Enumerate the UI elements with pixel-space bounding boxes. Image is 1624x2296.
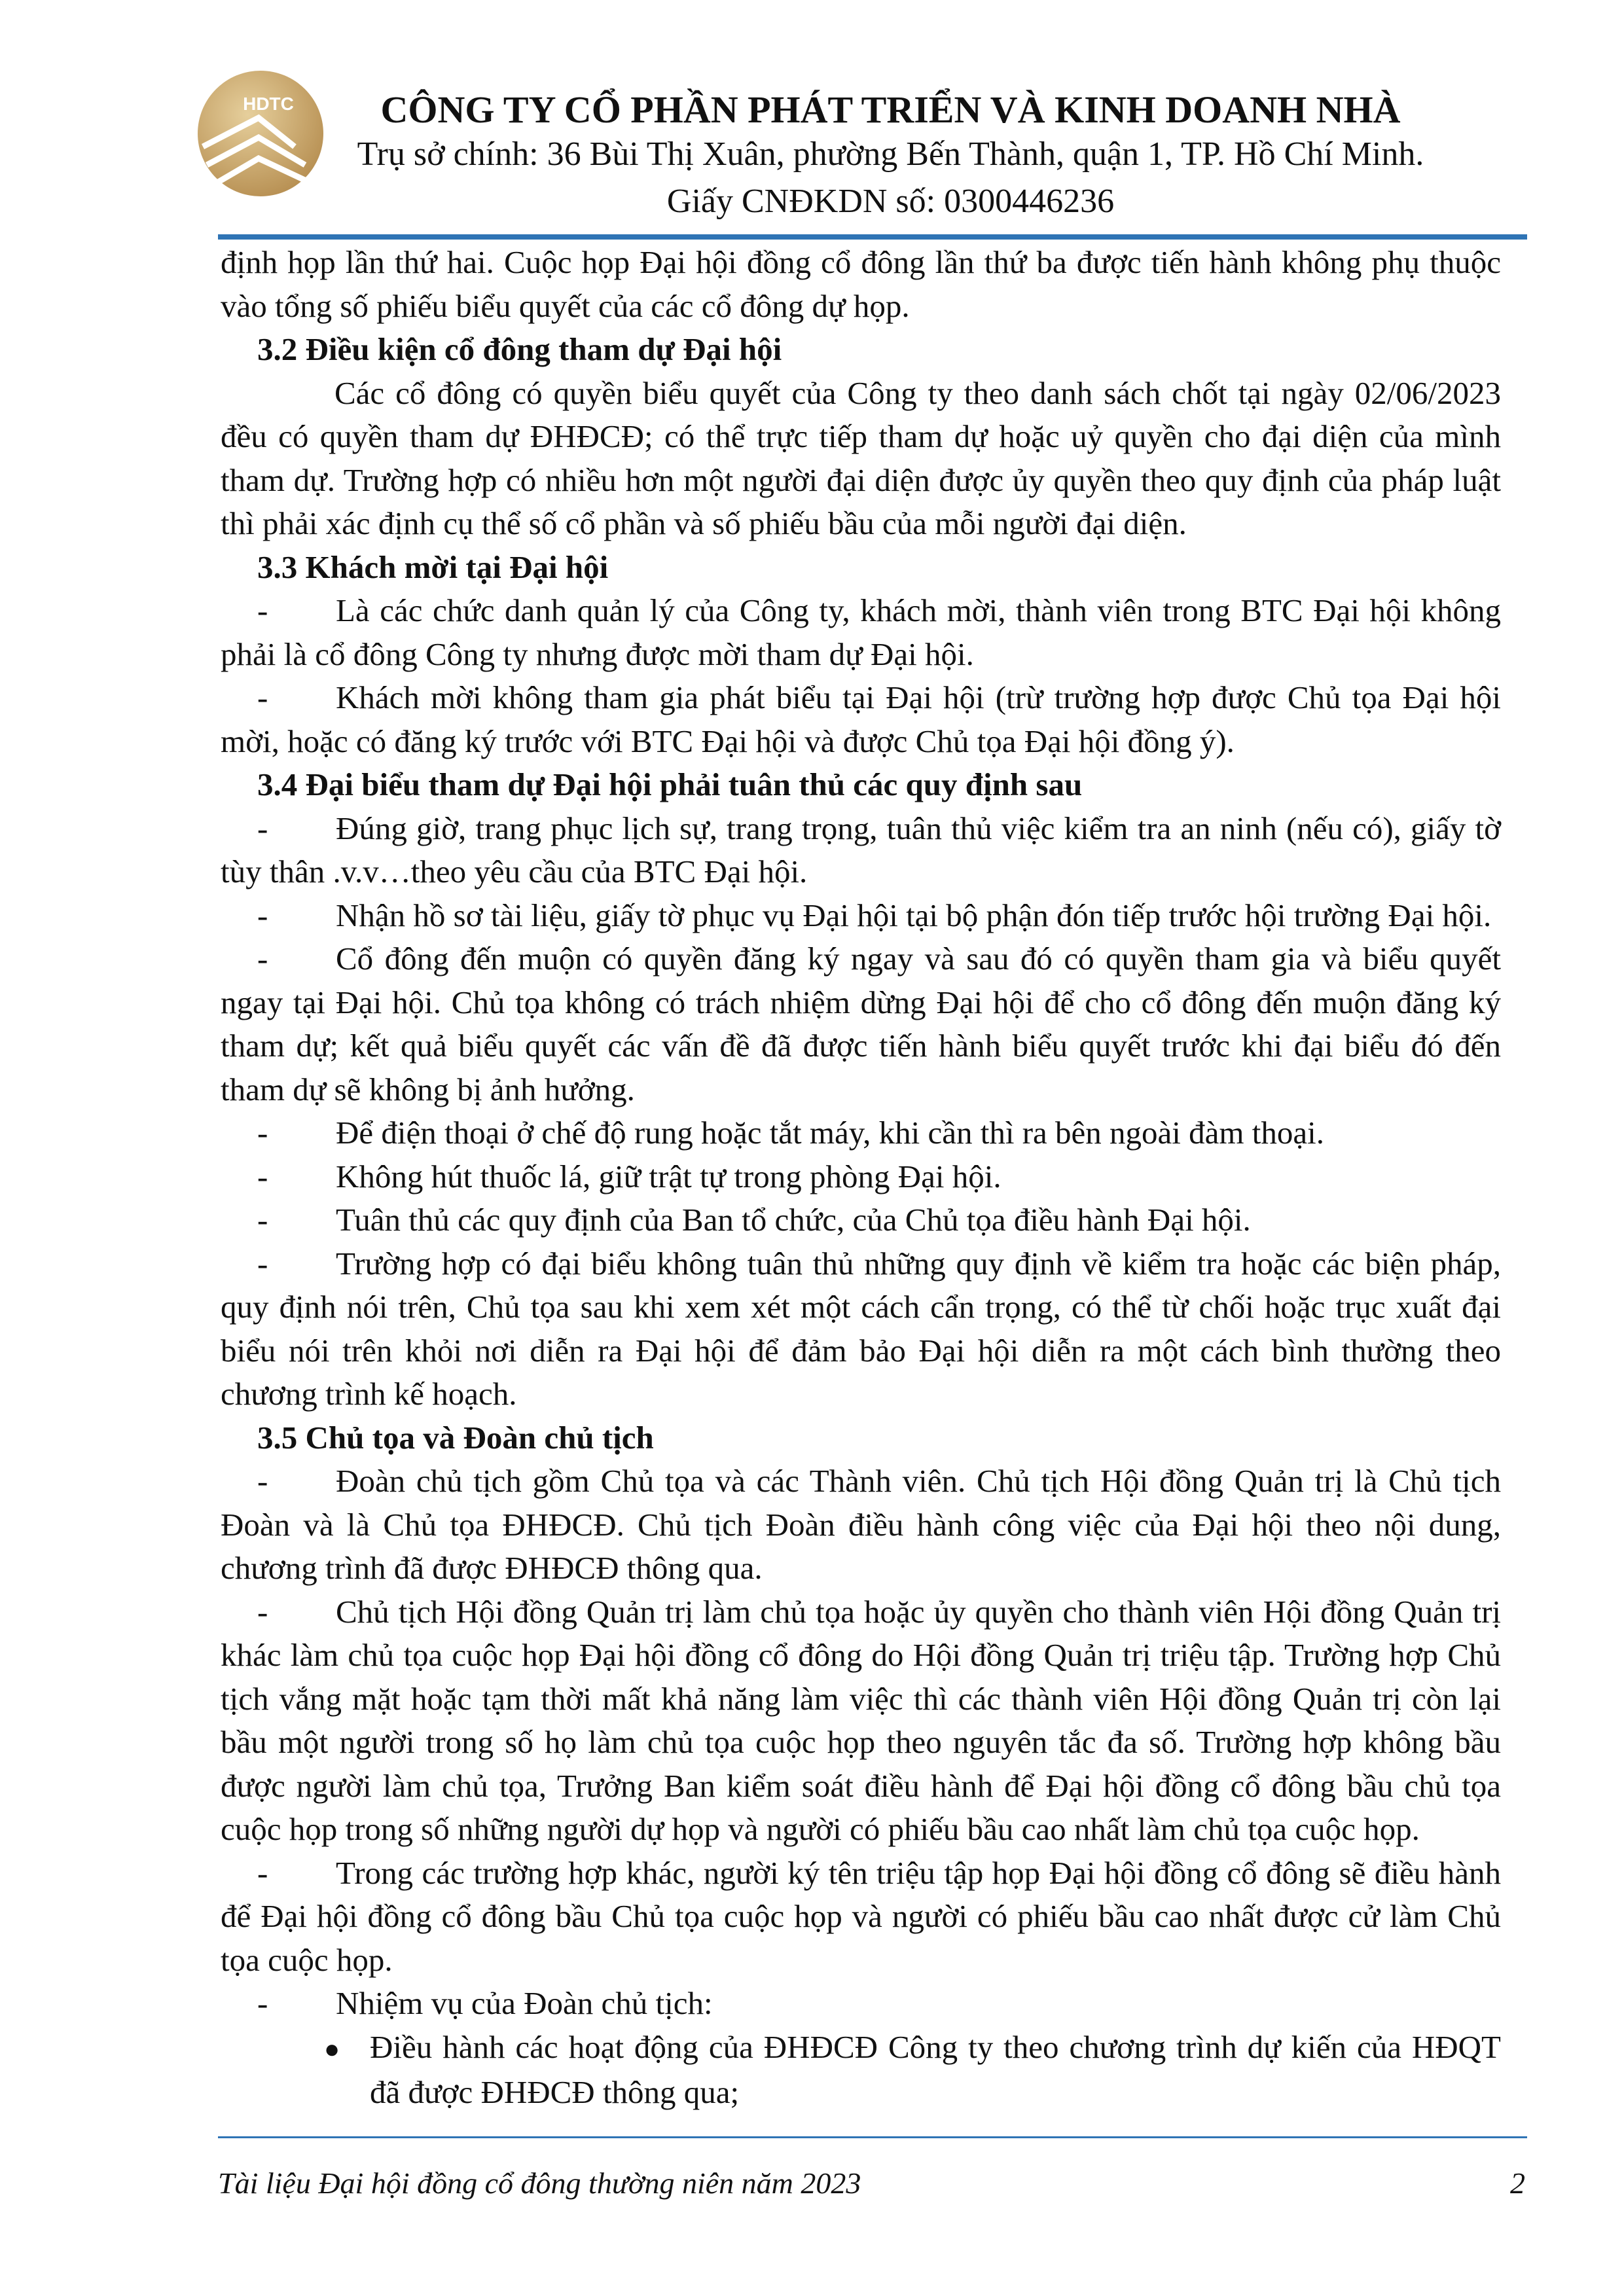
list-item: [221, 676, 1501, 763]
list-item: [221, 1111, 1501, 1155]
dash-marker: -: [257, 1854, 268, 1891]
list-item: [221, 1242, 1501, 1416]
dash-marker: -: [257, 1202, 268, 1238]
list-item-text: Cổ đông đến muộn có quyền đăng ký ngay và sau đó có quyền tham gia và biểu quyết ngay tại Đại hội. Chủ tọa không có trách nhiệm dừng Đại hội để cho cổ đông đến muộn đăng ký tham dự; kết quả biểu quyết các vấn đề đã được tiến hành biểu quyết trước khi đại biểu đó đến tham dự sẽ không bị ảnh hưởng.: [221, 941, 1501, 1107]
list-item: [221, 1982, 1501, 2026]
document-body: [221, 241, 1501, 2115]
list-item: [221, 1460, 1501, 1590]
dash-marker: -: [257, 1158, 268, 1194]
list-item-text: Nhiệm vụ của Đoàn chủ tịch:: [336, 1985, 713, 2021]
dash-marker: -: [257, 1115, 268, 1151]
business-license-number: Giấy CNĐKDN số: 0300446236: [666, 183, 1115, 220]
footer-divider: [218, 2136, 1527, 2138]
heading-3-2: 3.2 Điều kiện cổ đông tham dự Đại hội: [257, 331, 782, 367]
list-item: [221, 1852, 1501, 1982]
dash-marker: -: [257, 592, 268, 628]
bullet-item-text: Điều hành các hoạt động của ĐHĐCĐ Công ty theo chương trình dự kiến của HĐQT đã được ĐHĐCĐ thông qua;: [370, 2028, 1501, 2110]
dash-marker: -: [257, 1245, 268, 1282]
bullet-marker: ●: [324, 2034, 340, 2064]
list-item: [221, 1155, 1501, 1199]
list-item-text: Đoàn chủ tịch gồm Chủ tọa và các Thành viên. Chủ tịch Hội đồng Quản trị là Chủ tịch Đoàn và là Chủ tọa ĐHĐCĐ. Chủ tịch Đoàn điều hành công việc của Đại hội theo nội dung, chương trình đã được ĐHĐCĐ thông qua.: [221, 1463, 1501, 1586]
footer-title: Tài liệu Đại hội đồng cổ đông thường niên năm 2023: [218, 2166, 861, 2200]
paragraph-intro: định họp lần thứ hai. Cuộc họp Đại hội đồng cổ đông lần thứ ba được tiến hành không phụ thuộc vào tổng số phiếu biểu quyết của các cổ đông dự họp.: [221, 244, 1501, 324]
dash-marker: -: [257, 897, 268, 933]
company-address: Trụ sở chính: 36 Bùi Thị Xuân, phường Bến Thành, quận 1, TP. Hồ Chí Minh.: [357, 135, 1424, 173]
company-name: CÔNG TY CỔ PHẦN PHÁT TRIỂN VÀ KINH DOANH NHÀ: [380, 88, 1401, 131]
list-item: [221, 1590, 1501, 1852]
list-item: [221, 1198, 1501, 1242]
list-item-text: Là các chức danh quản lý của Công ty, khách mời, thành viên trong BTC Đại hội không phải là cổ đông Công ty nhưng được mời tham dự Đại hội.: [221, 592, 1501, 672]
heading-3-3: 3.3 Khách mời tại Đại hội: [257, 548, 609, 585]
dash-marker: -: [257, 1985, 268, 2021]
list-item-text: Không hút thuốc lá, giữ trật tự trong phòng Đại hội.: [336, 1158, 1001, 1194]
list-item-text: Trường hợp có đại biểu không tuân thủ những quy định về kiểm tra hoặc các biện pháp, quy định nói trên, Chủ tọa sau khi xem xét một cách cẩn trọng, có thể từ chối hoặc trục xuất đại biểu nói trên khỏi nơi diễn ra Đại hội để đảm bảo Đại hội diễn ra một cách bình thường theo chương trình kế hoạch.: [221, 1245, 1501, 1412]
list-item-text: Để điện thoại ở chế độ rung hoặc tắt máy, khi cần thì ra bên ngoài đàm thoại.: [336, 1115, 1324, 1151]
list-item: [221, 937, 1501, 1111]
page-number: 2: [1510, 2166, 1525, 2200]
list-item-text: Nhận hồ sơ tài liệu, giấy tờ phục vụ Đại hội tại bộ phận đón tiếp trước hội trường Đại hội.: [336, 897, 1492, 933]
list-item: [221, 807, 1501, 894]
list-item-text: Khách mời không tham gia phát biểu tại Đại hội (trừ trường hợp được Chủ tọa Đại hội mời, hoặc có đăng ký trước với BTC Đại hội và được Chủ tọa Đại hội đồng ý).: [221, 679, 1501, 759]
heading-3-4: 3.4 Đại biểu tham dự Đại hội phải tuân thủ các quy định sau: [257, 766, 1083, 802]
dash-marker: -: [257, 810, 268, 846]
bullet-item: [221, 2026, 1501, 2115]
list-item-text: Tuân thủ các quy định của Ban tổ chức, của Chủ tọa điều hành Đại hội.: [336, 1202, 1251, 1238]
dash-marker: -: [257, 1463, 268, 1499]
svg-text:HDTC: HDTC: [243, 94, 294, 114]
dash-marker: -: [257, 1593, 268, 1630]
dash-marker: -: [257, 941, 268, 977]
list-item-text: Chủ tịch Hội đồng Quản trị làm chủ tọa hoặc ủy quyền cho thành viên Hội đồng Quản trị khác làm chủ tọa cuộc họp Đại hội đồng cổ đông do Hội đồng Quản trị triệu tập. Trường hợp Chủ tịch vắng mặt hoặc tạm thời mất khả năng làm việc thì các thành viên Hội đồng Quản trị còn lại bầu một người trong số họ làm chủ tọa cuộc họp theo nguyên tắc đa số. Trường hợp không bầu được người làm chủ tọa, Trưởng Ban kiểm soát điều hành để Đại hội đồng cổ đông bầu chủ tọa cuộc họp trong số những người dự họp và người có phiếu bầu cao nhất làm chủ tọa cuộc họp.: [221, 1593, 1501, 1847]
list-item: [221, 894, 1501, 938]
list-item-text: Đúng giờ, trang phục lịch sự, trang trọng, tuân thủ việc kiểm tra an ninh (nếu có), giấy tờ tùy thân .v.v…theo yêu cầu của BTC Đại hội.: [221, 810, 1501, 889]
paragraph-3-2: Các cổ đông có quyền biểu quyết của Công ty theo danh sách chốt tại ngày 02/06/2023 đều có quyền tham dự ĐHĐCĐ; có thể trực tiếp tham dự hoặc uỷ quyền cho đại diện của mình tham dự. Trường hợp có nhiều hơn một người đại diện được ủy quyền theo quy định của pháp luật thì phải xác định cụ thể số cổ phần và số phiếu bầu của mỗi người đại diện.: [221, 374, 1501, 541]
list-item-text: Trong các trường hợp khác, người ký tên triệu tập họp Đại hội đồng cổ đông sẽ điều hành để Đại hội đồng cổ đông bầu Chủ tọa cuộc họp và người có phiếu bầu cao nhất được cử làm Chủ tọa cuộc họp.: [221, 1854, 1501, 1978]
list-item: [221, 589, 1501, 676]
heading-3-5: 3.5 Chủ tọa và Đoàn chủ tịch: [257, 1419, 654, 1456]
dash-marker: -: [257, 679, 268, 715]
header-divider: [218, 234, 1527, 240]
